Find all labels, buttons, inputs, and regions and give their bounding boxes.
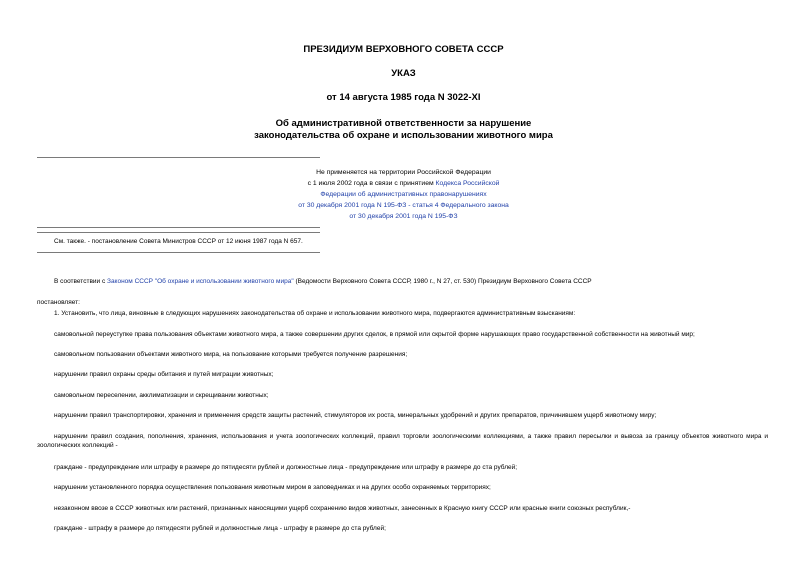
paragraph-10: незаконном ввозе в СССР животных или растений, признанных наносящими ущерб сохранению видов животных, занесенных в Красную книгу СССР или красные книги союзных республик,-: [54, 505, 631, 512]
preamble-prefix: В соответствии с: [54, 278, 108, 285]
document-date-number: от 14 августа 1985 года N 3022-XI: [326, 92, 481, 103]
paragraph-1: 1. Установить, что лица, виновные в следующих нарушениях законодательства об охране и использовании животного мира, подвергаются административным взысканиям:: [54, 310, 576, 317]
paragraph-7: нарушении правил создания, пополнения, хранения, использования и учета зоологических коллекций, правил торговли зоологическими коллекциями, а также правил пересылки и вывоза за границу объектов животного мира и зоологических коллекций -: [37, 433, 768, 449]
federal-law-link-continued[interactable]: от 30 декабря 2001 года N 195-ФЗ: [349, 213, 458, 220]
issuing-authority: ПРЕЗИДИУМ ВЕРХОВНОГО СОВЕТА СССР: [303, 44, 504, 55]
resolves-label: постановляет:: [37, 299, 80, 306]
federal-law-link[interactable]: от 30 декабря 2001 года N 195-ФЗ - статья 4 Федерального закона: [298, 202, 509, 209]
applicability-note-line-1: Не применяется на территории Российской Федерации: [316, 169, 491, 176]
applicability-note-line-5: [0, 211, 807, 222]
preamble: [54, 277, 592, 286]
paragraph-6: нарушении правил транспортировки, хранения и применения средств защиты растений, стимуляторов их роста, минеральных удобрений и других препаратов, причинившем ущерб животному миру;: [54, 412, 657, 419]
document-title-line-2: законодательства об охране и использовании животного мира: [254, 130, 553, 141]
code-link-continued[interactable]: Федерации об административных правонарушениях: [320, 191, 487, 198]
paragraph-9: нарушении установленного порядка осуществления пользования животным миром в заповедниках и на других особо охраняемых территориях;: [54, 484, 491, 491]
applicability-note-line-4: [0, 200, 807, 211]
applicability-note-line-2: [0, 178, 807, 189]
paragraph-4: нарушении правил охраны среды обитания и путей миграции животных;: [54, 371, 274, 378]
document-type: УКАЗ: [391, 68, 416, 79]
preamble-suffix: (Ведомости Верховного Совета СССР, 1980 г., N 27, ст. 530) Президиум Верховного Совета СССР: [293, 278, 592, 285]
paragraph-2: самовольной переуступке права пользования объектами животного мира, а также совершении других сделок, в прямой или скрытой форме нарушающих право государственной собственности на животный мир;: [54, 331, 695, 338]
see-also-note: См. также. - постановление Совета Министров СССР от 12 июня 1987 года N 657.: [54, 238, 303, 245]
paragraph-3: самовольном пользовании объектами животного мира, на пользование которыми требуется получение разрешения;: [54, 351, 408, 358]
divider-middle-1: [37, 227, 320, 228]
document-title-line-1: Об административной ответственности за нарушение: [275, 118, 532, 129]
divider-bottom: [37, 252, 320, 253]
divider-middle-2: [37, 232, 320, 233]
divider-top: [37, 157, 320, 158]
applicability-note-text: с 1 июля 2002 года в связи с принятием: [307, 180, 436, 187]
paragraph-5: самовольном переселении, акклиматизации и скрещивании животных;: [54, 392, 269, 399]
applicability-note-line-3: [0, 189, 807, 200]
paragraph-8: граждане - предупреждение или штрафу в размере до пятидесяти рублей и должностные лица - предупреждение или штрафу в размере до ста рублей;: [54, 464, 518, 471]
code-link[interactable]: Кодекса Российской: [435, 180, 500, 187]
law-link[interactable]: Законом СССР "Об охране и использовании животного мира": [107, 278, 294, 285]
paragraph-11: граждане - штрафу в размере до пятидесяти рублей и должностные лица - штрафу в размере до ста рублей;: [54, 525, 386, 532]
